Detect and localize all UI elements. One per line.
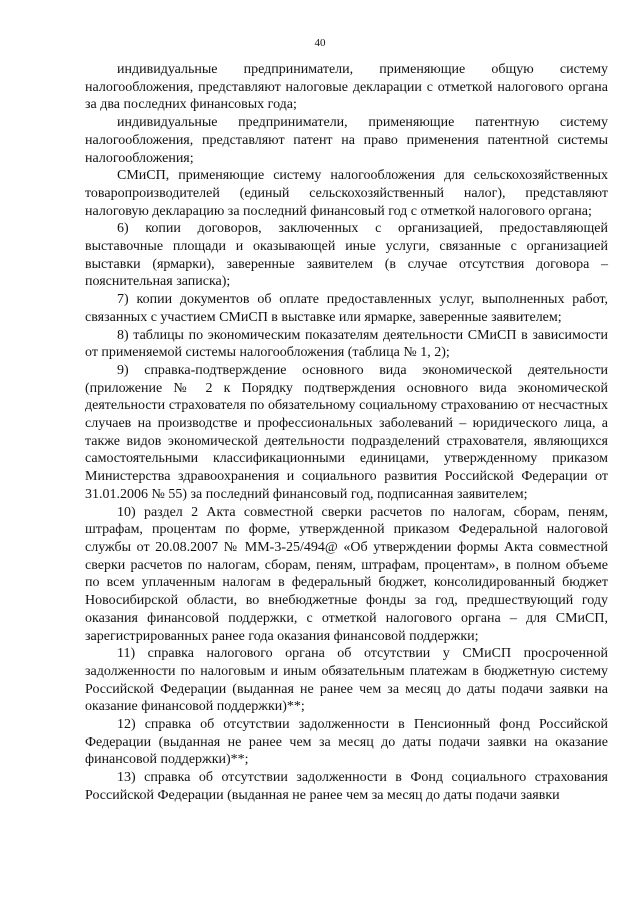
paragraph-item-8: 8) таблицы по экономическим показателям деятельности СМиСП в зависимости от применяемой системы налогообложения (таблица № 1, 2); — [85, 327, 608, 361]
paragraph-patent-tax-entrepreneurs: индивидуальные предприниматели, применяющие патентную систему налогообложения, представляют патент на право применения патентной системы налогообложения; — [85, 115, 608, 166]
paragraph-item-7: 7) копии документов об оплате предоставленных услуг, выполненных работ, связанных с участием СМиСП в выставке или ярмарке, заверенные заявителем; — [85, 292, 608, 325]
paragraph-item-6: 6) копии договоров, заключенных с организацией, предоставляющей выставочные площади и оказывающей иные услуги, связанные с организацией выставки (ярмарки), заверенные заявителем (в случае отсутствия договора – пояснительная записка); — [85, 221, 608, 290]
paragraph-general-tax-entrepreneurs: индивидуальные предприниматели, применяющие общую систему налогообложения, представляют налоговые декларации с отметкой налогового органа за два последних финансовых года; — [85, 62, 608, 113]
paragraph-item-13: 13) справка об отсутствии задолженности в Фонд социального страхования Российской Федерации (выданная не ранее чем за месяц до даты подачи заявки — [85, 770, 608, 803]
paragraph-item-11: 11) справка налогового органа об отсутствии у СМиСП просроченной задолженности по налоговым и иным обязательным платежам в бюджетную систему Российской Федерации (выданная не ранее чем за месяц до даты подачи заявки на оказание финансовой поддержки)**; — [85, 646, 608, 715]
page-number: 40 — [314, 37, 326, 49]
paragraph-item-12: 12) справка об отсутствии задолженности в Пенсионный фонд Российской Федерации (выданная не ранее чем за месяц до даты подачи заявки на оказание финансовой поддержки)**; — [85, 717, 608, 768]
paragraph-agricultural-tax: СМиСП, применяющие систему налогообложения для сельскохозяйственных товаропроизводителей (единый сельскохозяйственный налог), представляют налоговую декларацию за последний финансовый год с отметкой налогового органа; — [85, 168, 608, 219]
paragraph-item-9: 9) справка-подтверждение основного вида экономической деятельности (приложение № 2 к Порядку подтверждения основного вида экономической деятельности страхователя по обязательному социальному страхованию от несчастных случаев на производстве и профессиональных заболеваний – юридического лица, а также видов экономической деятельности подразделений страхователя, являющихся самостоятельными классификационными единицами, утвержденному приказом Министерства здравоохранения и социального развития Российской Федерации от 31.01.2006 № 55) за последний финансовый год, подписанная заявителем; — [85, 362, 608, 502]
document-body — [85, 61, 608, 805]
paragraph-item-10: 10) раздел 2 Акта совместной сверки расчетов по налогам, сборам, пеням, штрафам, процентам по форме, утвержденной приказом Федеральной налоговой службы от 20.08.2007 № ММ-3-25/494@ «Об утверждении формы Акта совместной сверки расчетов по налогам, сборам, пеням, штрафам, процентам», в полном объеме по всем уплаченным налогам в федеральный бюджет, консолидированный бюджет Новосибирской области, во внебюджетные фонды за год, предшествующий году оказания финансовой поддержки, с отметкой налогового органа – для СМиСП, зарегистрированных ранее года оказания финансовой поддержки; — [85, 504, 608, 644]
